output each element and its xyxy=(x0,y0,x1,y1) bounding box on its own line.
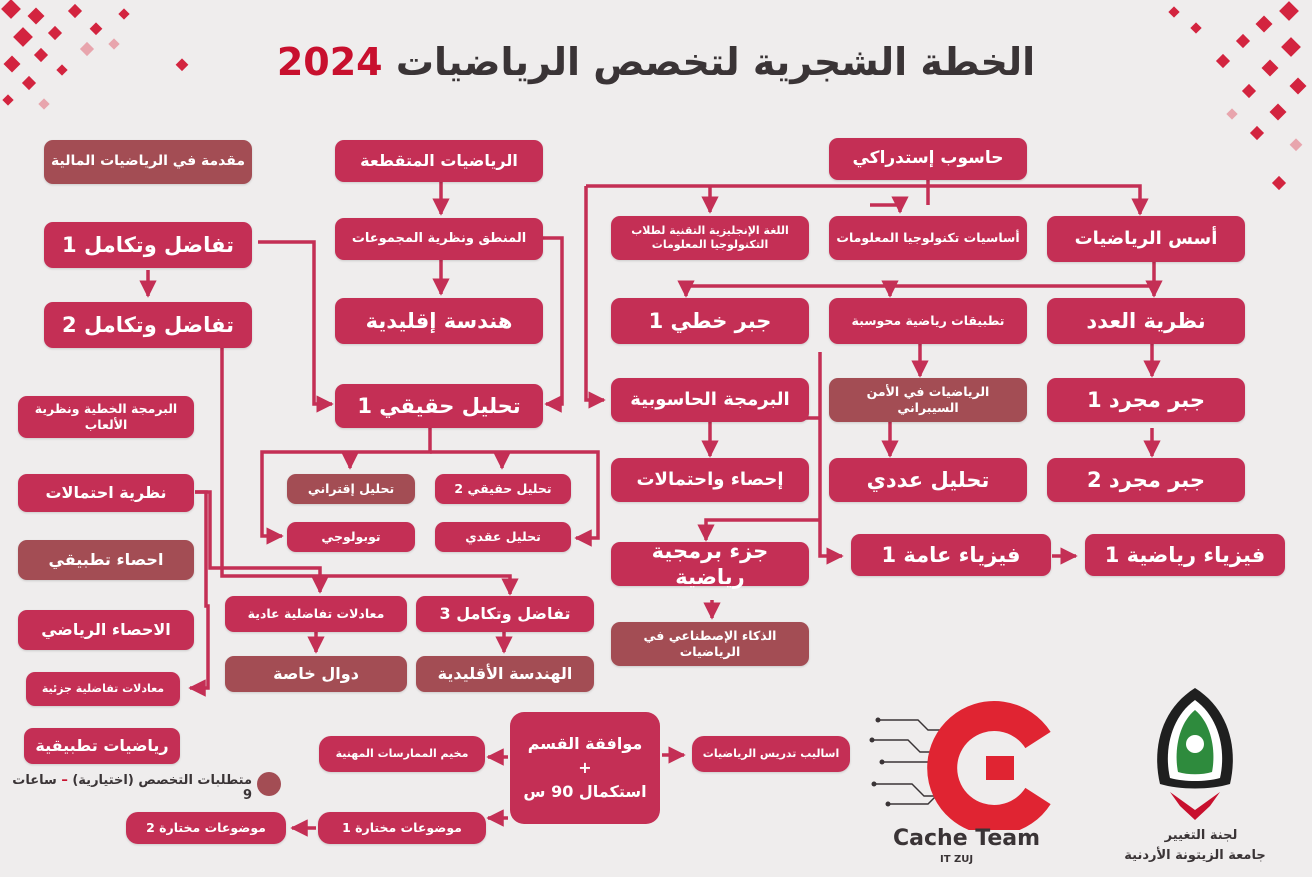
box-math-software: جزء برمجية رياضية xyxy=(611,542,809,586)
box-abstract-algebra-1: جبر مجرد 1 xyxy=(1047,378,1245,422)
box-computer-programming: البرمجة الحاسوبية xyxy=(611,378,809,422)
box-real-analysis-1: تحليل حقيقي 1 xyxy=(335,384,543,428)
box-linear-algebra-1: جبر خطي 1 xyxy=(611,298,809,344)
box-calc3: تفاضل وتكامل 3 xyxy=(416,596,594,632)
box-ai-math: الذكاء الإصطناعي في الرياضيات xyxy=(611,622,809,666)
cache-team-name: Cache Team xyxy=(893,826,1041,851)
legend-swatch xyxy=(257,772,281,796)
box-applied-math: رياضيات تطبيقية xyxy=(24,728,180,764)
box-english-it: اللغة الإنجليزية التقنية لطلاب التكنولوجيا المعلومات xyxy=(611,216,809,260)
box-computer-prereq: حاسوب إستدراكي xyxy=(829,138,1027,180)
box-probability-theory: نظرية احتمالات xyxy=(18,474,194,512)
box-pde: معادلات تفاضلية جزئية xyxy=(26,672,180,706)
box-discrete-math: الرياضيات المتقطعة xyxy=(335,140,543,182)
legend-text: متطلبات التخصص (اختيارية) – ساعات 9 xyxy=(12,773,252,803)
box-professional-camp: مخيم الممارسات المهنية xyxy=(319,736,485,772)
university-name: جامعة الزيتونة الأردنية xyxy=(1124,848,1266,863)
approval-line1: موافقة القسم xyxy=(527,734,643,753)
cache-team-logo-icon xyxy=(868,700,1058,830)
box-abstract-algebra-2: جبر مجرد 2 xyxy=(1047,458,1245,502)
box-cyber-math: الرياضيات في الأمن السيبراني xyxy=(829,378,1027,422)
box-teaching-methods: اساليب تدريس الرياضيات xyxy=(692,736,850,772)
box-calc2: تفاضل وتكامل 2 xyxy=(44,302,252,348)
box-real-analysis-2: تحليل حقيقي 2 xyxy=(435,474,571,504)
approval-plus: + xyxy=(578,758,592,777)
box-linear-programming: البرمجة الخطية ونظرية الألعاب xyxy=(18,396,194,438)
box-physics-1: فيزياء عامة 1 xyxy=(851,534,1051,576)
box-abstract-analysis: تحليل عقدي xyxy=(435,522,571,552)
box-ode: معادلات تفاضلية عادية xyxy=(225,596,407,632)
box-topics-1: موضوعات مختارة 1 xyxy=(318,812,486,844)
box-topics-2: موضوعات مختارة 2 xyxy=(126,812,286,844)
box-math-physics-1: فيزياء رياضية 1 xyxy=(1085,534,1285,576)
box-number-theory: نظرية العدد xyxy=(1047,298,1245,344)
box-numerical-analysis: تحليل عددي xyxy=(829,458,1027,502)
box-euclidean-geometry: هندسة إقليدية xyxy=(335,298,543,344)
approval-line3: استكمال 90 س xyxy=(523,782,647,801)
box-stats-probability: إحصاء واحتمالات xyxy=(611,458,809,502)
box-complex-analysis: تحليل إقتراني xyxy=(287,474,415,504)
committee-name: لجنة التغيير xyxy=(1164,828,1238,843)
university-committee-logo-icon xyxy=(1140,680,1250,830)
box-math-foundations: أسس الرياضيات xyxy=(1047,216,1245,262)
box-intro-financial: مقدمة في الرياضيات المالية xyxy=(44,140,252,184)
box-math-statistics: الاحصاء الرياضي xyxy=(18,610,194,650)
title-year: 2024 xyxy=(276,40,383,84)
box-logic-sets: المنطق ونظرية المجموعات xyxy=(335,218,543,260)
box-special-functions: دوال خاصة xyxy=(225,656,407,692)
box-topology: توبولوجي xyxy=(287,522,415,552)
it-zuj-label: IT ZUJ xyxy=(940,854,974,865)
department-approval xyxy=(510,712,660,824)
title-text: الخطة الشجرية لتخصص الرياضيات xyxy=(395,40,1036,84)
box-calc1: تفاضل وتكامل 1 xyxy=(44,222,252,268)
box-it-basics: أساسيات تكنولوجيا المعلومات xyxy=(829,216,1027,260)
box-computational-apps: تطبيقات رياضية محوسبة xyxy=(829,298,1027,344)
box-euclidean-geometry-2: الهندسة الأقليدية xyxy=(416,656,594,692)
box-applied-statistics: احصاء تطبيقي xyxy=(18,540,194,580)
